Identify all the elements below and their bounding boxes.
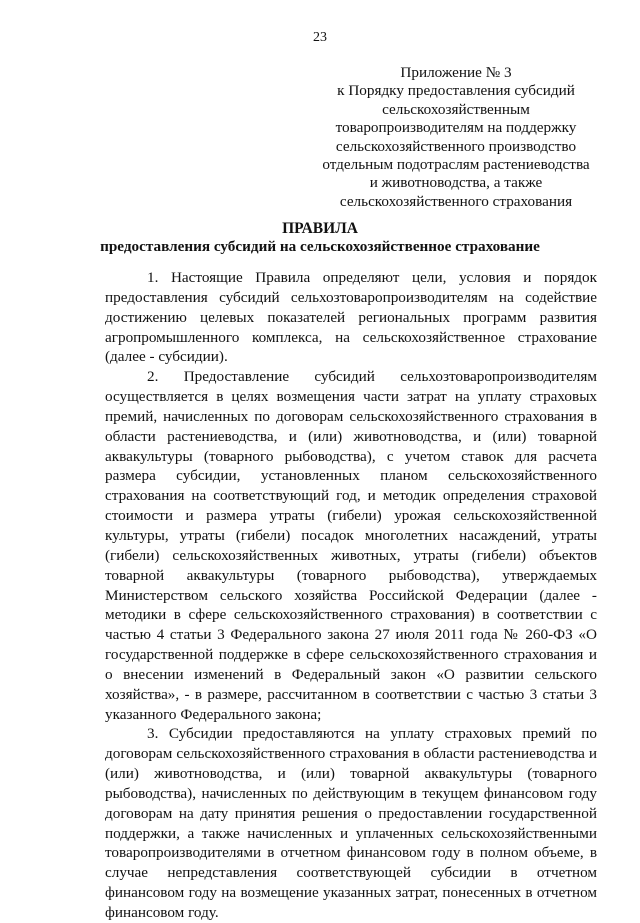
page-number: 23 — [313, 30, 327, 45]
appendix-line: к Порядку предоставления субсидий — [337, 82, 575, 100]
appendix-line: Приложение № 3 — [400, 64, 512, 81]
appendix-line: сельскохозяйственного страхования — [339, 192, 573, 210]
paragraph-1: 1. Настоящие Правила определяют цели, условия и порядок предоставления субсидий сельхозтоваропроизводителям на содействие достижению целевых показателей региональных программ развития агропромышленного комплекса, на сельскохозяйственное страхование (далее - субсидии). — [105, 269, 597, 366]
document-title: ПРАВИЛА — [282, 220, 358, 237]
appendix-line: и животноводства, а также — [369, 174, 543, 192]
appendix-line: сельскохозяйственным — [382, 100, 530, 118]
document-subtitle: предоставления субсидий на сельскохозяйственное страхование — [100, 238, 540, 255]
paragraph-3: 3. Субсидии предоставляются на уплату страховых премий по договорам сельскохозяйственного страхования в области растениеводства и (или) животноводства, и (или) товарной аквакультуры (товарного рыбоводства), начисленных по действующим в текущем финансовом году договорам на дату принятия решения о предоставлении государственной поддержки, а также начисленных и уплаченных сельскохозяйственными товаропроизводителями в отчетном финансовом году в полном объеме, в случае непредставления соответствующей субсидии в отчетном финансовом году на возмещение указанных затрат, понесенных в отчетном финансовом году. — [105, 725, 597, 921]
appendix-line: отдельным подотраслям растениеводства — [322, 156, 590, 174]
appendix-line: сельскохозяйственного производство — [335, 137, 577, 155]
appendix-line: товаропроизводителям на поддержку — [335, 119, 577, 137]
document-body — [105, 268, 597, 923]
appendix-header — [318, 64, 594, 211]
paragraph-2: 2. Предоставление субсидий сельхозтоваропроизводителям осуществляется в целях возмещения части затрат на уплату страховых премий, начисленных по договорам сельскохозяйственного страхования в области растениеводства, и (или) животноводства, и (или) товарной аквакультуры (товарного рыбоводства), с учетом ставок для расчета размера субсидии, установленных планом сельскохозяйственного страхования на соответствующий год, и методик определения страховой стоимости и размера утраты (гибели) урожая сельскохозяйственной культуры, утраты (гибели) посадок многолетних насаждений, утраты (гибели) сельскохозяйственных животных, утраты (гибели) объектов товарной аквакультуры (товарного рыбоводства), утверждаемых Министерством сельского хозяйства Российской Федерации (далее - методики в сфере сельскохозяйственного страхования) в соответствии с частью 4 статьи 3 Федерального закона 27 июля 2011 года № 260-ФЗ «О государственной поддержке в сфере сельскохозяйственного страхования и о внесении изменений в Федеральный закон «О развитии сельского хозяйства», - в размере, рассчитанном в соответствии с частью 3 статьи 3 указанного Федерального закона; — [105, 368, 597, 723]
